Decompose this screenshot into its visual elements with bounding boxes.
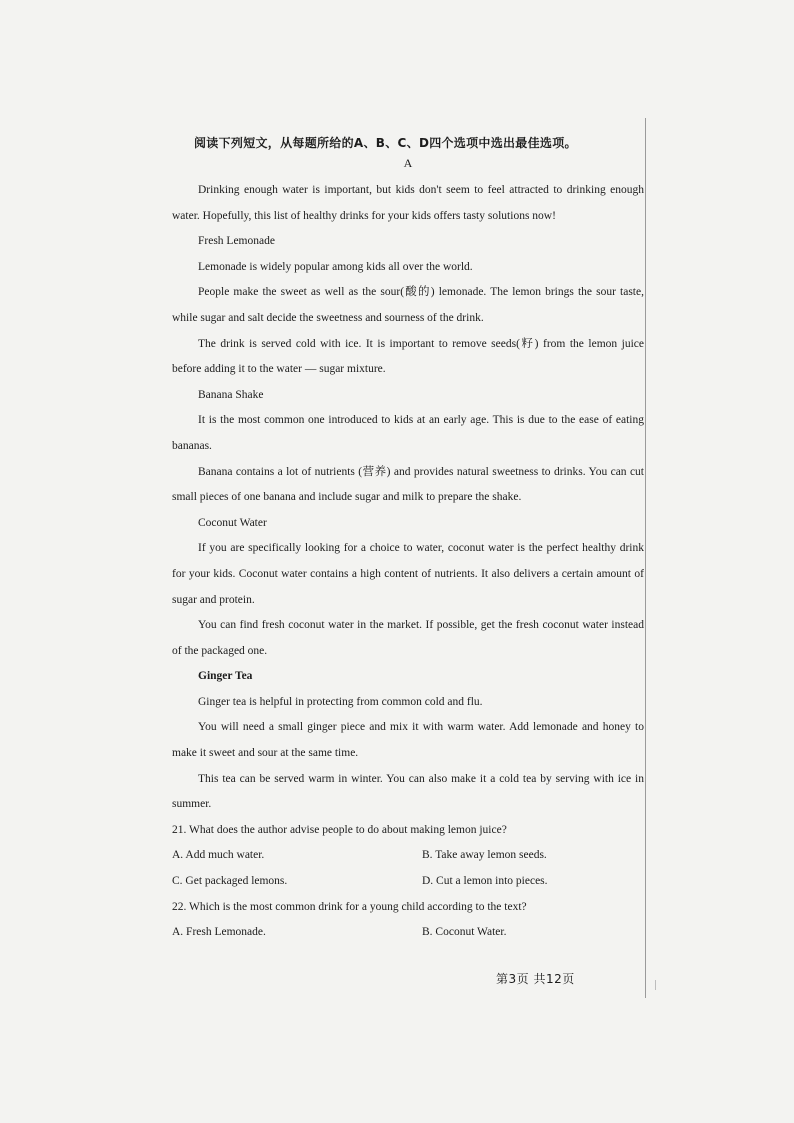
paragraph: The drink is served cold with ice. It is important to remove seeds(籽) from the lemon juice before adding it to the water — sugar mixture. bbox=[172, 337, 644, 376]
option-c: C. Get packaged lemons. bbox=[172, 875, 288, 888]
paragraph: Ginger tea is helpful in protecting from common cold and flu. bbox=[198, 695, 483, 708]
option-a: A. Add much water. bbox=[172, 849, 265, 862]
paragraph: If you are specifically looking for a choice to water, coconut water is the perfect healthy drink for your kids. Coconut water contains a high content of nutrients. It also delivers a certain amount of sugar and protein. bbox=[172, 542, 644, 606]
document-content bbox=[172, 132, 644, 946]
section-letter: A bbox=[403, 156, 413, 170]
page-edge-line bbox=[645, 118, 646, 998]
option-b: B. Coconut Water. bbox=[422, 926, 507, 939]
heading-banana-shake: Banana Shake bbox=[198, 388, 264, 401]
paragraph: Banana contains a lot of nutrients (营养) and provides natural sweetness to drinks. You can cut small pieces of one banana and include sugar and milk to prepare the shake. bbox=[172, 465, 644, 504]
paragraph: You will need a small ginger piece and mix it with warm water. Add lemonade and honey to make it sweet and sour at the same time. bbox=[172, 721, 644, 760]
instruction: 阅读下列短文，从每题所给的A、B、C、D四个选项中选出最佳选项。 bbox=[194, 136, 577, 150]
heading-fresh-lemonade: Fresh Lemonade bbox=[198, 235, 275, 248]
question-22-stem: 22. Which is the most common drink for a young child according to the text? bbox=[172, 900, 527, 913]
option-b: B. Take away lemon seeds. bbox=[422, 849, 547, 862]
question-21-options-row-2 bbox=[172, 869, 644, 895]
paragraph: Lemonade is widely popular among kids all over the world. bbox=[198, 260, 473, 273]
question-21-options-row-1 bbox=[172, 843, 644, 869]
paragraph: It is the most common one introduced to kids at an early age. This is due to the ease of eating bananas. bbox=[172, 414, 644, 452]
heading-ginger-tea: Ginger Tea bbox=[198, 670, 253, 683]
option-a: A. Fresh Lemonade. bbox=[172, 926, 266, 939]
intro-paragraph: Drinking enough water is important, but kids don't seem to feel attracted to drinking enough water. Hopefully, this list of healthy drinks for your kids offers tasty solutions now! bbox=[172, 184, 644, 222]
paragraph: This tea can be served warm in winter. You can also make it a cold tea by serving with ice in summer. bbox=[172, 772, 644, 811]
option-d: D. Cut a lemon into pieces. bbox=[422, 875, 548, 888]
heading-coconut-water: Coconut Water bbox=[198, 516, 267, 529]
question-21-stem: 21. What does the author advise people to do about making lemon juice? bbox=[172, 823, 507, 836]
paragraph: People make the sweet as well as the sour(酸的) lemonade. The lemon brings the sour taste, while sugar and salt decide the sweetness and sourness of the drink. bbox=[172, 286, 644, 324]
page-number-footer: 第3页 共12页 bbox=[496, 972, 575, 986]
paragraph: You can find fresh coconut water in the market. If possible, get the fresh coconut water instead of the packaged one. bbox=[172, 619, 644, 657]
page-edge-mark bbox=[655, 980, 656, 990]
question-22-options-row-1 bbox=[172, 920, 644, 946]
